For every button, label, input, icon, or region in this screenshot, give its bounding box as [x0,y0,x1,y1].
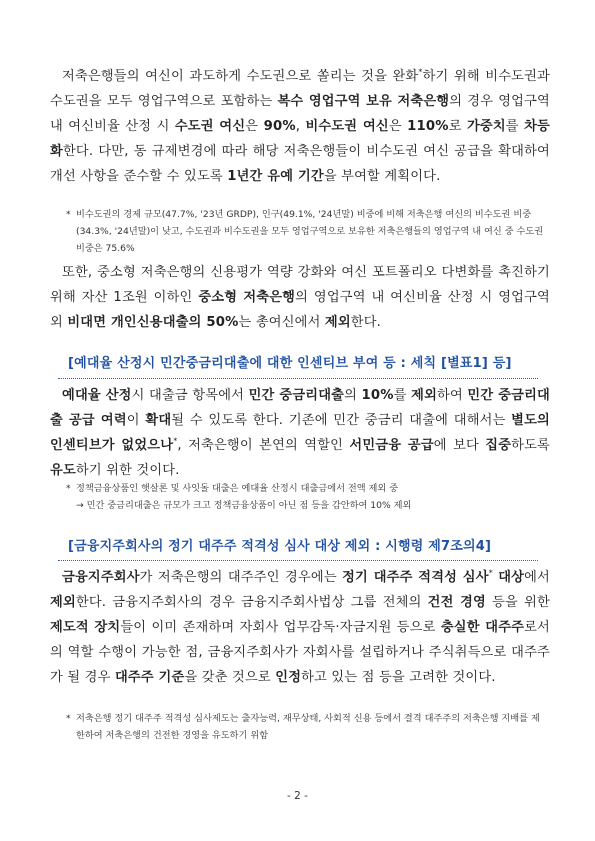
bold-text: 차등화 [50,119,550,159]
bold-text: 민간 중금리대출 공급 여력 [50,388,550,428]
footnote-text: 정책금융상품인 햇살론 및 사잇돌 대출은 예대율 산정시 대출금에서 전액 제외 중 [76,483,399,494]
bold-text: 정기 대주주 적격성 심사 [342,570,489,585]
text: , 저축은행이 본연의 역할인 [177,438,350,453]
footnote-marker: * [418,67,423,77]
paragraph-major-shareholder [50,565,550,690]
bold-text: 제외 [324,315,351,330]
section-divider [58,378,538,379]
text: 하도록 [511,438,550,453]
text: 한다. 다만, 동 규제변경에 따라 해당 저축은행들이 비수도권 여신 공급을 확대하여 개선 사항을 준수할 수 있도록 [50,144,550,184]
footnote-marker: * [173,436,178,446]
bold-text: 수도권 여신 [174,119,246,134]
text: 을 갖춘 것으로 [184,670,276,685]
bold-text: 충실한 대주주 [440,620,525,635]
bold-text: 유도 [50,463,76,478]
text: 시 대출금 항목에서 [131,388,249,403]
footnote-1 [66,206,546,257]
text: 에 보다 [433,438,486,453]
bold-text: 대상 [498,570,525,585]
text: 로서의 역할 수행이 가능한 점, 금융지주회사가 자회사를 설립하거나 주식취득으로 대주주가 될 경우 [50,620,550,685]
text: 을 부여할 계획이다. [323,169,441,184]
text: 의 영업구역 내 여신비율 산정 시 영업구역 외 [50,290,550,330]
text: 하여 [437,388,468,403]
text: 들이 이미 존재하며 자회사 업무감독·자금지원 등으로 [120,620,441,635]
bold-text: 인정 [275,670,302,685]
text: 은 [245,119,264,134]
bold-text: 민간 중금리대출 [248,388,345,403]
bold-text: 90% [263,119,296,134]
bold-text: 제외 [411,388,438,403]
text: 는 총여신에서 [238,315,325,330]
text: 가 저축은행의 대주주인 경우에는 [139,570,343,585]
bold-text: 10% [361,388,394,403]
text: 될 수 있도록 한다. 기존에 민간 중금리 대출에 대해서는 [171,413,512,428]
bold-text: 중소형 저축은행 [198,290,296,305]
footnote-text: → 민간 중금리대출은 규모가 크고 정책금융상품이 아닌 점 등을 감안하여 10% 제외 [76,500,412,511]
text: 저축은행들의 여신이 과도하게 수도권으로 쏠리는 것을 완화 [62,69,419,84]
bold-text: 비대면 개인신용대출의 50% [67,315,239,330]
text: 하고 있는 점 등을 고려한 것이다. [301,670,496,685]
text: 또한, 중소형 저축은행의 신용평가 역량 강화와 여신 포트폴리오 다변화를 촉진하기 위해 자산 1조원 이하인 [50,265,550,305]
bold-text: 예대율 산정 [62,388,132,403]
footnote-marker: * [66,713,71,724]
bold-text: 별도의 인센티브가 없었으나 [50,413,550,453]
bold-text: 금융지주회사 [62,570,140,585]
text: 에서 [524,570,550,585]
text: 한다. 금융지주회사의 경우 금융지주회사법상 그룹 전체의 [75,595,428,610]
text: 은 [388,119,408,134]
text: 의 경우 영업구역 내 여신비율 산정 시 [50,94,550,134]
text: 등을 위한 [485,595,550,610]
bold-text: 제외 [50,595,76,610]
paragraph-mid-rate-loans [50,383,550,483]
footnote-text: 비수도권의 경제 규모(47.7%, '23년 GRDP), 인구(49.1%, '24년말) 비중에 비해 저축은행 여신의 비수도권 비중(34.3%, '24년말)이 낮고, 수도권과 비수도권을 모두 영업구역으로 보유한 저축은행들의 영업구역 내 여신 중 수도권 비중은 75.6% [76,209,544,254]
footnote-text: 저축은행 정기 대주주 적격성 심사제도는 출자능력, 재무상태, 사회적 신용 등에서 결격 대주주의 저축은행 지배를 제한하여 저축은행의 건전한 경영을 유도하기 위함 [76,713,540,741]
bold-text: 가중치 [466,119,506,134]
bold-text: 확대 [145,413,172,428]
bold-text: 건전 경영 [427,595,486,610]
footnote-2 [66,480,546,514]
paragraph-regional-lending [50,64,550,189]
bold-text: 1년간 유예 기간 [227,169,324,184]
text: 이 [126,413,146,428]
text: 하기 위한 것이다. [75,463,180,478]
section-divider [58,560,538,561]
text: 한다. [350,315,382,330]
text: , [295,119,306,134]
paragraph-small-banks [50,260,550,335]
footnote-3 [66,710,546,744]
text: 의 [344,388,362,403]
footnote-marker: * [488,568,493,578]
footnote-marker: * [66,209,71,220]
page-number: - 2 - [287,790,308,802]
bold-text: 복수 영업구역 보유 저축은행 [277,94,450,109]
bold-text: 제도적 장치 [50,620,121,635]
text: 를 [393,388,412,403]
text: 하기 위해 비수도권과 수도권을 모두 영업구역으로 포함하는 [50,69,550,109]
footnote-marker: * [66,483,71,494]
text: 로 [448,119,467,134]
bold-text: 집중 [485,438,512,453]
text: 를 [505,119,525,134]
bold-text: 서민금융 공급 [349,438,434,453]
section-heading-financial-holding: [금융지주회사의 정기 대주주 적격성 심사 대상 제외 : 시행령 제7조의4] [68,539,492,554]
bold-text: 비수도권 여신 [305,119,389,134]
section-heading-loan-deposit-ratio: [예대율 산정시 민간중금리대출에 대한 인센티브 부여 등 : 세칙 [별표1] 등] [68,356,512,371]
bold-text: 대주주 기준 [114,670,185,685]
bold-text: 110% [407,119,449,134]
